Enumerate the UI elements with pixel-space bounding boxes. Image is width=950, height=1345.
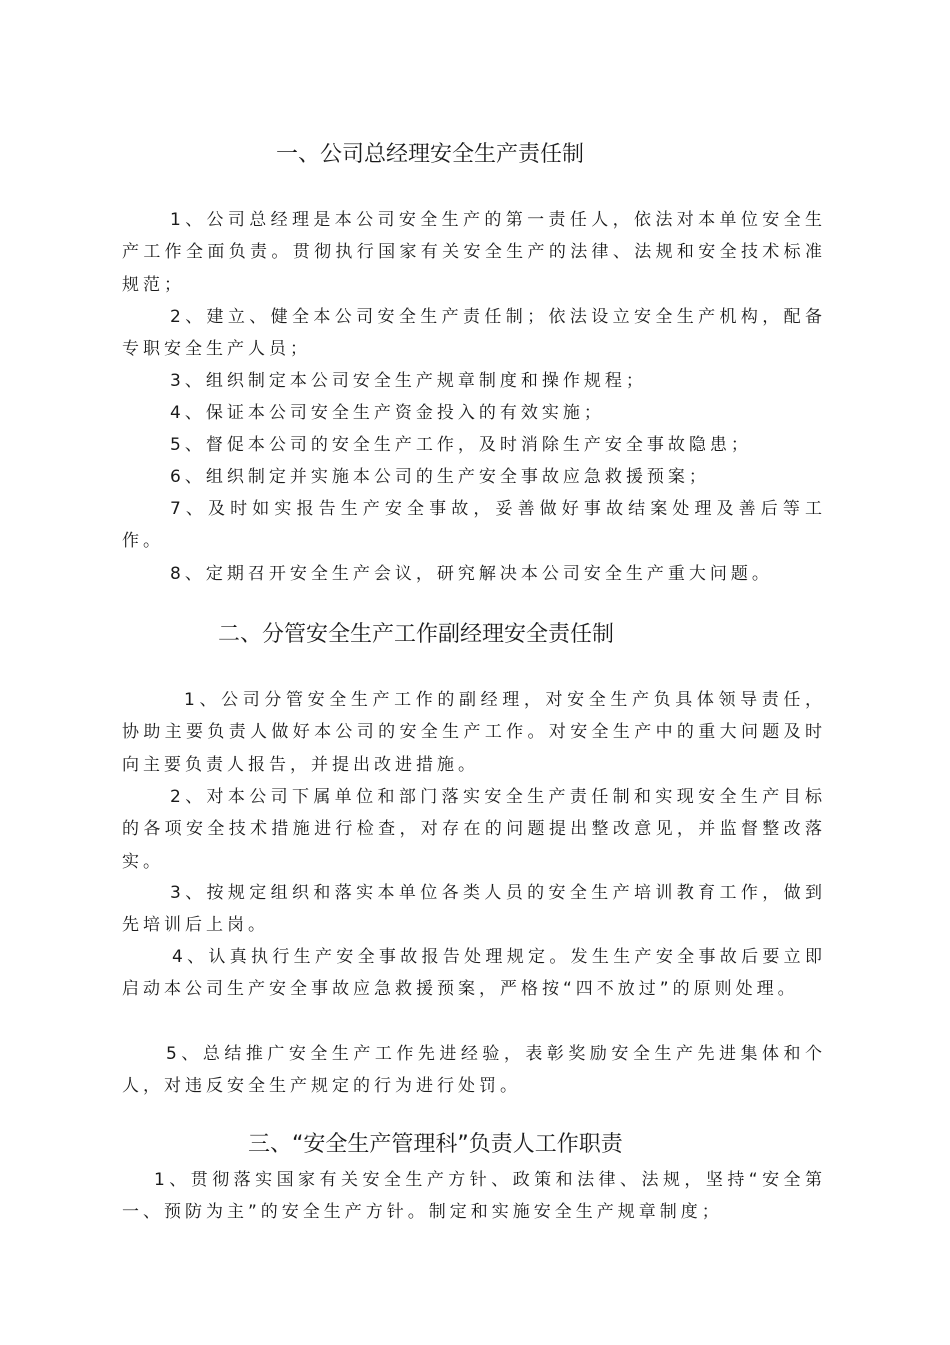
section-2-title: 二、分管安全生产工作副经理安全责任制: [218, 622, 615, 647]
section-1-title: 一、公司总经理安全生产责任制: [276, 142, 585, 167]
section-3-title: 三、“安全生产管理科”负责人工作职责: [248, 1132, 623, 1157]
section-1-item-8: 8、定期召开安全生产会议，研究解决本公司安全生产重大问题。: [170, 564, 773, 584]
section-1-item-7: 7、及时如实报告生产安全事故，妥善做好事故结案处理及善后等工作。: [122, 499, 826, 552]
section-2-item-3: 3、按规定组织和落实本单位各类人员的安全生产培训教育工作，做到先培训后上岗。: [122, 883, 826, 936]
section-3-item-1: 1、贯彻落实国家有关安全生产方针、政策和法律、法规，坚持“安全第一、预防为主”的安全生产方针。制定和实施安全生产规章制度；: [122, 1170, 826, 1223]
section-2-item-4: 4、认真执行生产安全事故报告处理规定。发生生产安全事故后要立即启动本公司生产安全事故应急救援预案，严格按“四不放过”的原则处理。: [122, 947, 826, 1000]
section-2-item-2: 2、对本公司下属单位和部门落实安全生产责任制和实现安全生产目标的各项安全技术措施进行检查，对存在的问题提出整改意见，并监督整改落实。: [122, 787, 826, 872]
section-2-item-5: 5、总结推广安全生产工作先进经验，表彰奖励安全生产先进集体和个人，对违反安全生产规定的行为进行处罚。: [122, 1044, 826, 1097]
section-1-item-6: 6、组织制定并实施本公司的生产安全事故应急救援预案；: [170, 467, 710, 487]
section-1-item-4: 4、保证本公司安全生产资金投入的有效实施；: [170, 403, 605, 423]
section-1-item-1: 1、公司总经理是本公司安全生产的第一责任人，依法对本单位安全生产工作全面负责。贯彻执行国家有关安全生产的法律、法规和安全技术标准规范；: [122, 210, 826, 295]
section-2-item-1: 1、公司分管安全生产工作的副经理，对安全生产负具体领导责任，协助主要负责人做好本公司的安全生产工作。对安全生产中的重大问题及时向主要负责人报告，并提出改进措施。: [122, 690, 826, 775]
section-1-item-5: 5、督促本公司的安全生产工作，及时消除生产安全事故隐患；: [170, 435, 752, 455]
section-1-item-2: 2、建立、健全本公司安全生产责任制；依法设立安全生产机构，配备专职安全生产人员；: [122, 307, 826, 360]
section-1-item-3: 3、组织制定本公司安全生产规章制度和操作规程；: [170, 371, 647, 391]
